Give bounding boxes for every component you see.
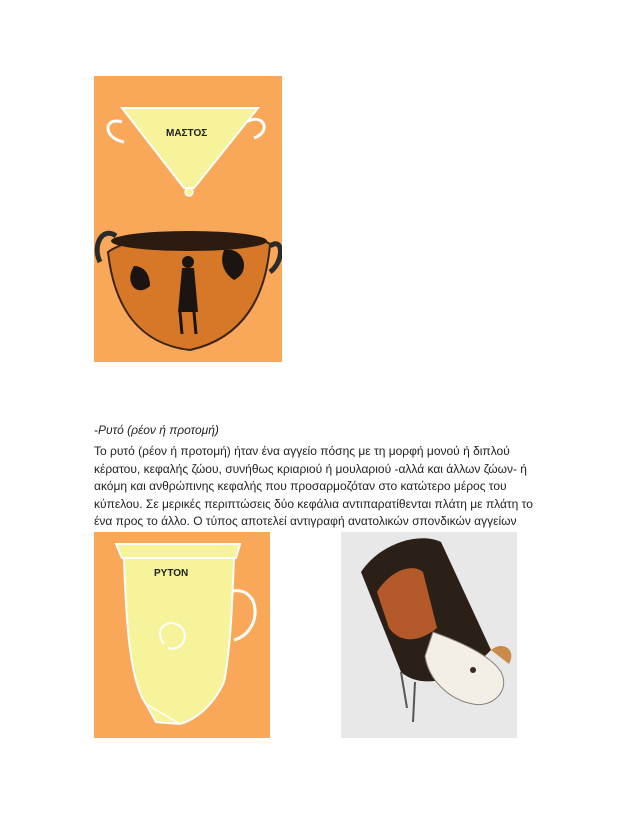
ryton-label: ΡΥΤΟΝ: [154, 568, 189, 579]
body-paragraph: Το ρυτό (ρέον ή προτομή) ήταν ένα αγγείο πόσης με τη μορφή μονού ή διπλού κέρατου, κεφαλής ζώου, συνήθως κριαριού ή μουλαριού -αλλά και άλλων ζώων- ή ακόμη και ανθρώπινης κεφαλής που προσαρμοζόταν στο κατώτερο μέρος του κύπελου. Σε μερικές περιπτώσεις δύο κεφάλια αντιπαρατίθενται πλάτη με πλάτη το ένα προς το άλλο. Ο τύπος αποτελεί αντιγραφή ανατολικών σπονδικών αγγείων: [94, 444, 533, 528]
mastos-drawing: [108, 108, 264, 196]
ryton-photo: [341, 532, 517, 738]
mastos-label: ΜΑΣΤΟΣ: [166, 128, 208, 139]
section-heading: -Ρυτό (ρέον ή προτομή): [94, 423, 219, 437]
kylix-photo: [94, 226, 282, 362]
ryton-illustration: [94, 532, 270, 738]
mastos-illustration: [94, 76, 282, 362]
